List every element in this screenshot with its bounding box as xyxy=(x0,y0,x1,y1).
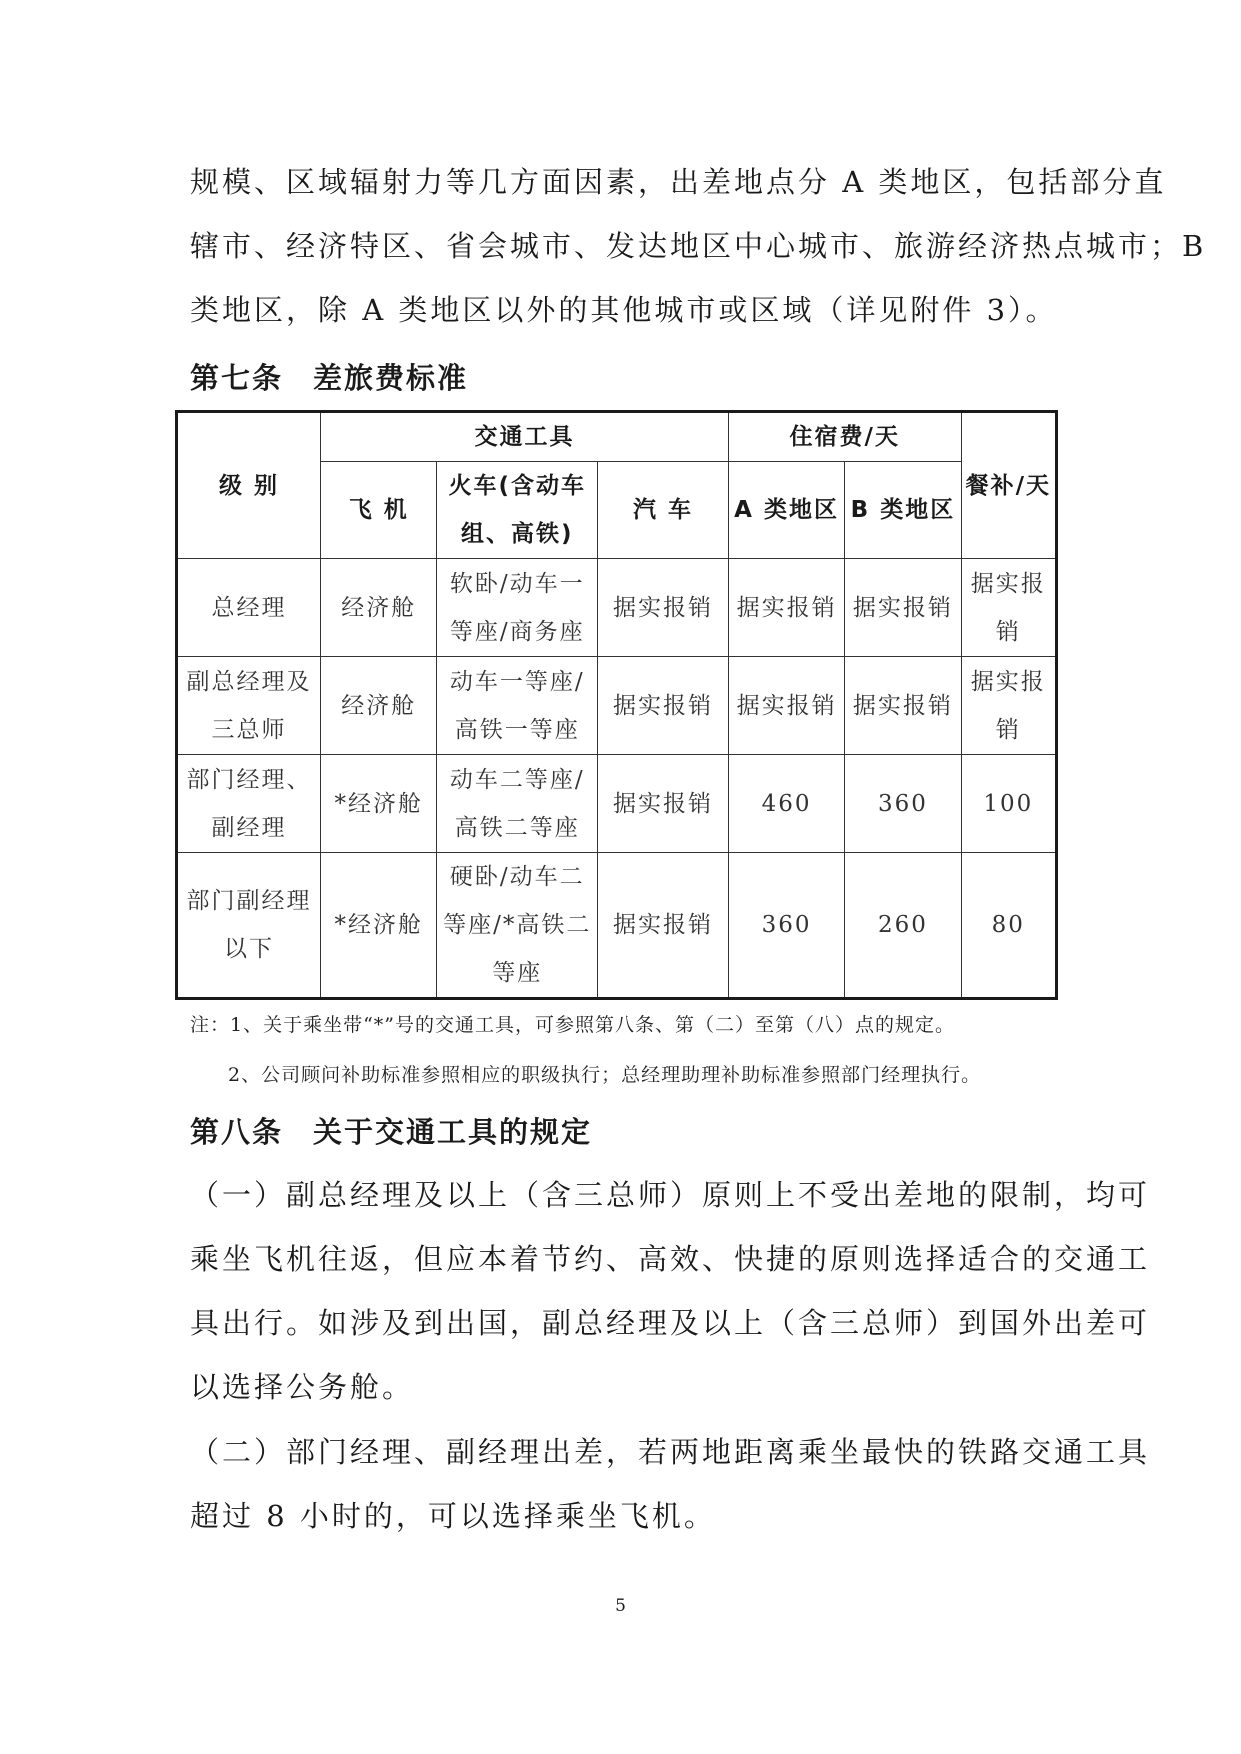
cell-train: 动车二等座/高铁二等座 xyxy=(437,755,598,853)
paragraph-line: 规模、区域辐射力等几方面因素，出差地点分 A 类地区，包括部分直 xyxy=(190,165,1167,199)
travel-expense-table xyxy=(175,410,1058,1000)
cell-plane: *经济舱 xyxy=(321,755,437,853)
table-row xyxy=(177,559,1057,657)
article-title: 关于交通工具的规定 xyxy=(313,1115,593,1149)
paragraph-line: 以选择公务舱。 xyxy=(190,1370,415,1404)
cell-car: 据实报销 xyxy=(598,559,729,657)
cell-car: 据实报销 xyxy=(598,853,729,999)
clause-2-paragraph xyxy=(190,1420,1151,1548)
cell-area-b: 360 xyxy=(845,755,961,853)
header-transport: 交通工具 xyxy=(321,412,729,462)
header-plane: 飞 机 xyxy=(321,462,437,559)
article-number: 第七条 xyxy=(190,361,284,395)
article-number: 第八条 xyxy=(190,1115,284,1149)
cell-area-a: 据实报销 xyxy=(728,657,844,755)
paragraph-line: （一）副总经理及以上（含三总师）原则上不受出差地的限制，均可 xyxy=(190,1178,1151,1212)
paragraph-line: （二）部门经理、副经理出差，若两地距离乘坐最快的铁路交通工具 xyxy=(190,1435,1151,1469)
header-car: 汽 车 xyxy=(598,462,729,559)
cell-plane: 经济舱 xyxy=(321,657,437,755)
cell-plane: 经济舱 xyxy=(321,559,437,657)
clause-1-paragraph xyxy=(190,1163,1151,1419)
cell-area-b: 据实报销 xyxy=(845,657,961,755)
cell-meal: 据实报销 xyxy=(961,559,1056,657)
page-number: 5 xyxy=(615,1596,626,1616)
intro-paragraph xyxy=(190,150,1207,342)
cell-level: 副总经理及三总师 xyxy=(177,657,321,755)
cell-area-b: 据实报销 xyxy=(845,559,961,657)
paragraph-line: 具出行。如涉及到出国，副总经理及以上（含三总师）到国外出差可 xyxy=(190,1306,1151,1340)
header-area-a: A 类地区 xyxy=(728,462,844,559)
cell-train: 硬卧/动车二等座/*高铁二等座 xyxy=(437,853,598,999)
cell-area-a: 360 xyxy=(728,853,844,999)
cell-level: 部门副经理以下 xyxy=(177,853,321,999)
cell-level: 总经理 xyxy=(177,559,321,657)
article-8-heading xyxy=(190,1110,592,1151)
article-7-heading xyxy=(190,356,468,397)
cell-plane: *经济舱 xyxy=(321,853,437,999)
header-meal: 餐补/天 xyxy=(961,412,1056,559)
table-note-1: 注：1、关于乘坐带“*”号的交通工具，可参照第八条、第（二）至第（八）点的规定。 xyxy=(190,1014,956,1036)
cell-meal: 据实报销 xyxy=(961,657,1056,755)
header-lodging: 住宿费/天 xyxy=(728,412,961,462)
cell-train: 动车一等座/高铁一等座 xyxy=(437,657,598,755)
paragraph-line: 类地区，除 A 类地区以外的其他城市或区域（详见附件 3）。 xyxy=(190,293,1058,327)
header-train: 火车(含动车组、高铁) xyxy=(437,462,598,559)
cell-car: 据实报销 xyxy=(598,657,729,755)
table-row xyxy=(177,755,1057,853)
article-title: 差旅费标准 xyxy=(313,361,469,395)
table-row xyxy=(177,853,1057,999)
header-level: 级 别 xyxy=(177,412,321,559)
header-area-b: B 类地区 xyxy=(845,462,961,559)
cell-train: 软卧/动车一等座/商务座 xyxy=(437,559,598,657)
paragraph-line: 超过 8 小时的，可以选择乘坐飞机。 xyxy=(190,1499,716,1533)
table-note-2: 2、公司顾问补助标准参照相应的职级执行；总经理助理补助标准参照部门经理执行。 xyxy=(228,1064,982,1086)
cell-area-b: 260 xyxy=(845,853,961,999)
table-row xyxy=(177,657,1057,755)
cell-level: 部门经理、副经理 xyxy=(177,755,321,853)
cell-area-a: 460 xyxy=(728,755,844,853)
cell-car: 据实报销 xyxy=(598,755,729,853)
cell-meal: 100 xyxy=(961,755,1056,853)
paragraph-line: 乘坐飞机往返，但应本着节约、高效、快捷的原则选择适合的交通工 xyxy=(190,1242,1151,1276)
cell-area-a: 据实报销 xyxy=(728,559,844,657)
paragraph-line: 辖市、经济特区、省会城市、发达地区中心城市、旅游经济热点城市；B xyxy=(190,229,1207,263)
cell-meal: 80 xyxy=(961,853,1056,999)
